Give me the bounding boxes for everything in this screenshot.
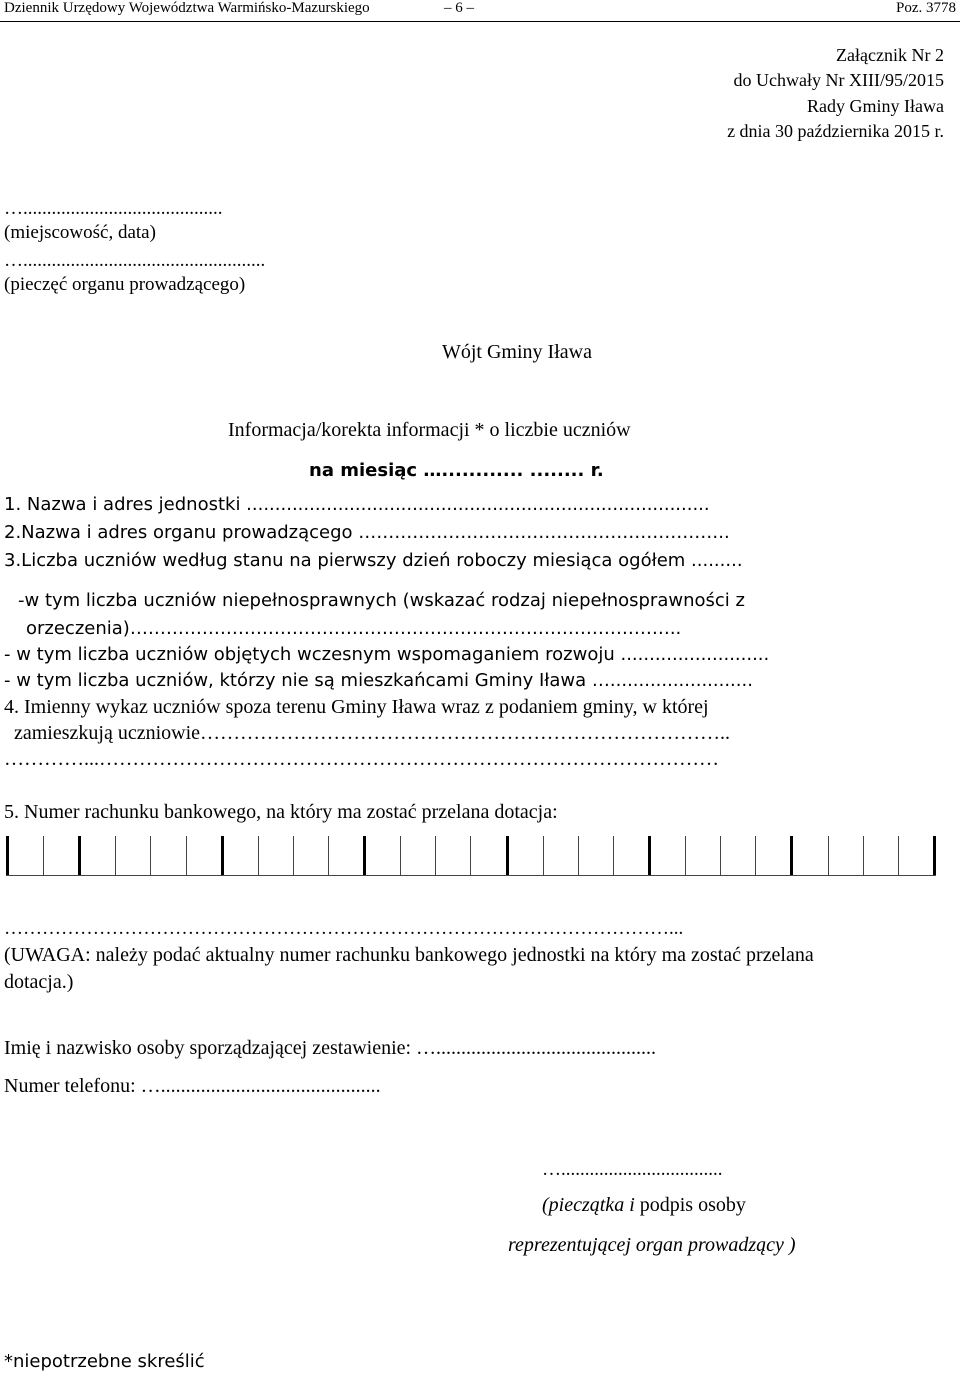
place-date-dots: ….......................................... — [4, 198, 223, 219]
account-digit-box — [899, 836, 936, 876]
item-3a-line-1: -w tym liczba uczniów niepełnosprawnych (wskazać rodzaj niepełnosprawności z — [18, 590, 745, 611]
annex-line-3: Rady Gminy Iława — [807, 96, 944, 116]
position-number: Poz. 3778 — [896, 0, 956, 16]
account-digit-box — [509, 836, 544, 876]
account-dots: ……………………………………………………………………………………………... — [4, 918, 684, 939]
account-digit-box — [259, 836, 294, 876]
item-2: 2.Nazwa i adres organu prowadzącego …………………………………………………….. — [4, 522, 730, 543]
account-digit-box — [864, 836, 899, 876]
addressee: Wójt Gminy Iława — [442, 341, 592, 363]
preparer-line: Imię i nazwisko osoby sporządzającej zestawienie: …............................................ — [4, 1037, 657, 1059]
item-1: 1. Nazwa i adres jednostki ................................................................................. — [4, 494, 710, 515]
annex-line-2: do Uchwały Nr XIII/95/2015 — [733, 70, 944, 90]
account-digit-box — [544, 836, 579, 876]
item-4-line-2: zamieszkują uczniowie…………………………………………………………………….. — [14, 722, 731, 744]
form-title: Informacja/korekta informacji * o liczbie uczniów — [228, 419, 631, 441]
account-digit-box — [401, 836, 436, 876]
notice-line-2: dotacja.) — [4, 971, 74, 993]
page-number: – 6 – — [444, 0, 474, 16]
item-3a-line-2: orzeczenia)……………………………………………………………………………….. — [26, 618, 682, 639]
item-5: 5. Numer rachunku bankowego, na który ma zostać przelana dotacja: — [4, 801, 558, 823]
item-3: 3.Liczba uczniów według stanu na pierwszy dzień roboczy miesiąca ogółem ......... — [4, 550, 743, 571]
account-digit-box — [436, 836, 471, 876]
item-4-line-1: 4. Imienny wykaz uczniów spoza terenu Gminy Iława wraz z podaniem gminy, w której — [4, 696, 709, 718]
account-digit-box — [793, 836, 828, 876]
signature-label-2: reprezentującej organ prowadzący ) — [508, 1234, 796, 1256]
item-3b: - w tym liczba uczniów objętych wczesnym wspomaganiem rozwoju .......................... — [4, 644, 770, 665]
account-digit-box — [614, 836, 651, 876]
account-digit-box — [366, 836, 401, 876]
stamp-dots: …................................................... — [4, 250, 266, 271]
signature-label-1: (pieczątka i podpis osoby — [542, 1194, 746, 1216]
account-number-boxes — [6, 836, 936, 876]
header-rule — [0, 21, 960, 22]
account-digit-box — [44, 836, 81, 876]
account-digit-box — [151, 836, 186, 876]
stamp-label: (pieczęć organu prowadzącego) — [4, 274, 246, 295]
account-digit-box — [224, 836, 259, 876]
account-digit-box — [116, 836, 151, 876]
account-digit-box — [756, 836, 793, 876]
account-digit-box — [721, 836, 756, 876]
account-digit-box — [651, 836, 686, 876]
account-digit-box — [686, 836, 721, 876]
account-digit-box — [6, 836, 44, 876]
annex-line-1: Załącznik Nr 2 — [836, 45, 944, 65]
notice-line-1: (UWAGA: należy podać aktualny numer rachunku bankowego jednostki na który ma zostać przelana — [4, 944, 814, 966]
item-3c: - w tym liczba uczniów, którzy nie są mieszkańcami Gminy Iława …......................... — [4, 670, 753, 691]
annex-line-4: z dnia 30 października 2015 r. — [727, 121, 944, 141]
account-digit-box — [829, 836, 864, 876]
account-digit-box — [579, 836, 614, 876]
phone-line: Numer telefonu: …............................................ — [4, 1075, 381, 1097]
account-baseline — [6, 875, 936, 876]
account-digit-box — [329, 836, 366, 876]
item-4-line-3: …………...………………………………………………………………………………… — [4, 748, 719, 770]
account-digit-box — [81, 836, 116, 876]
place-date-label: (miejscowość, data) — [4, 222, 156, 243]
footnote: *niepotrzebne skreślić — [4, 1351, 205, 1372]
account-digit-box — [187, 836, 224, 876]
month-line: na miesiąc …............ ........ r. — [309, 460, 604, 481]
account-digit-box — [471, 836, 508, 876]
journal-title: Dziennik Urzędowy Województwa Warmińsko-Mazurskiego — [4, 0, 370, 16]
account-digit-box — [294, 836, 329, 876]
signature-dots: ….................................. — [542, 1159, 723, 1180]
